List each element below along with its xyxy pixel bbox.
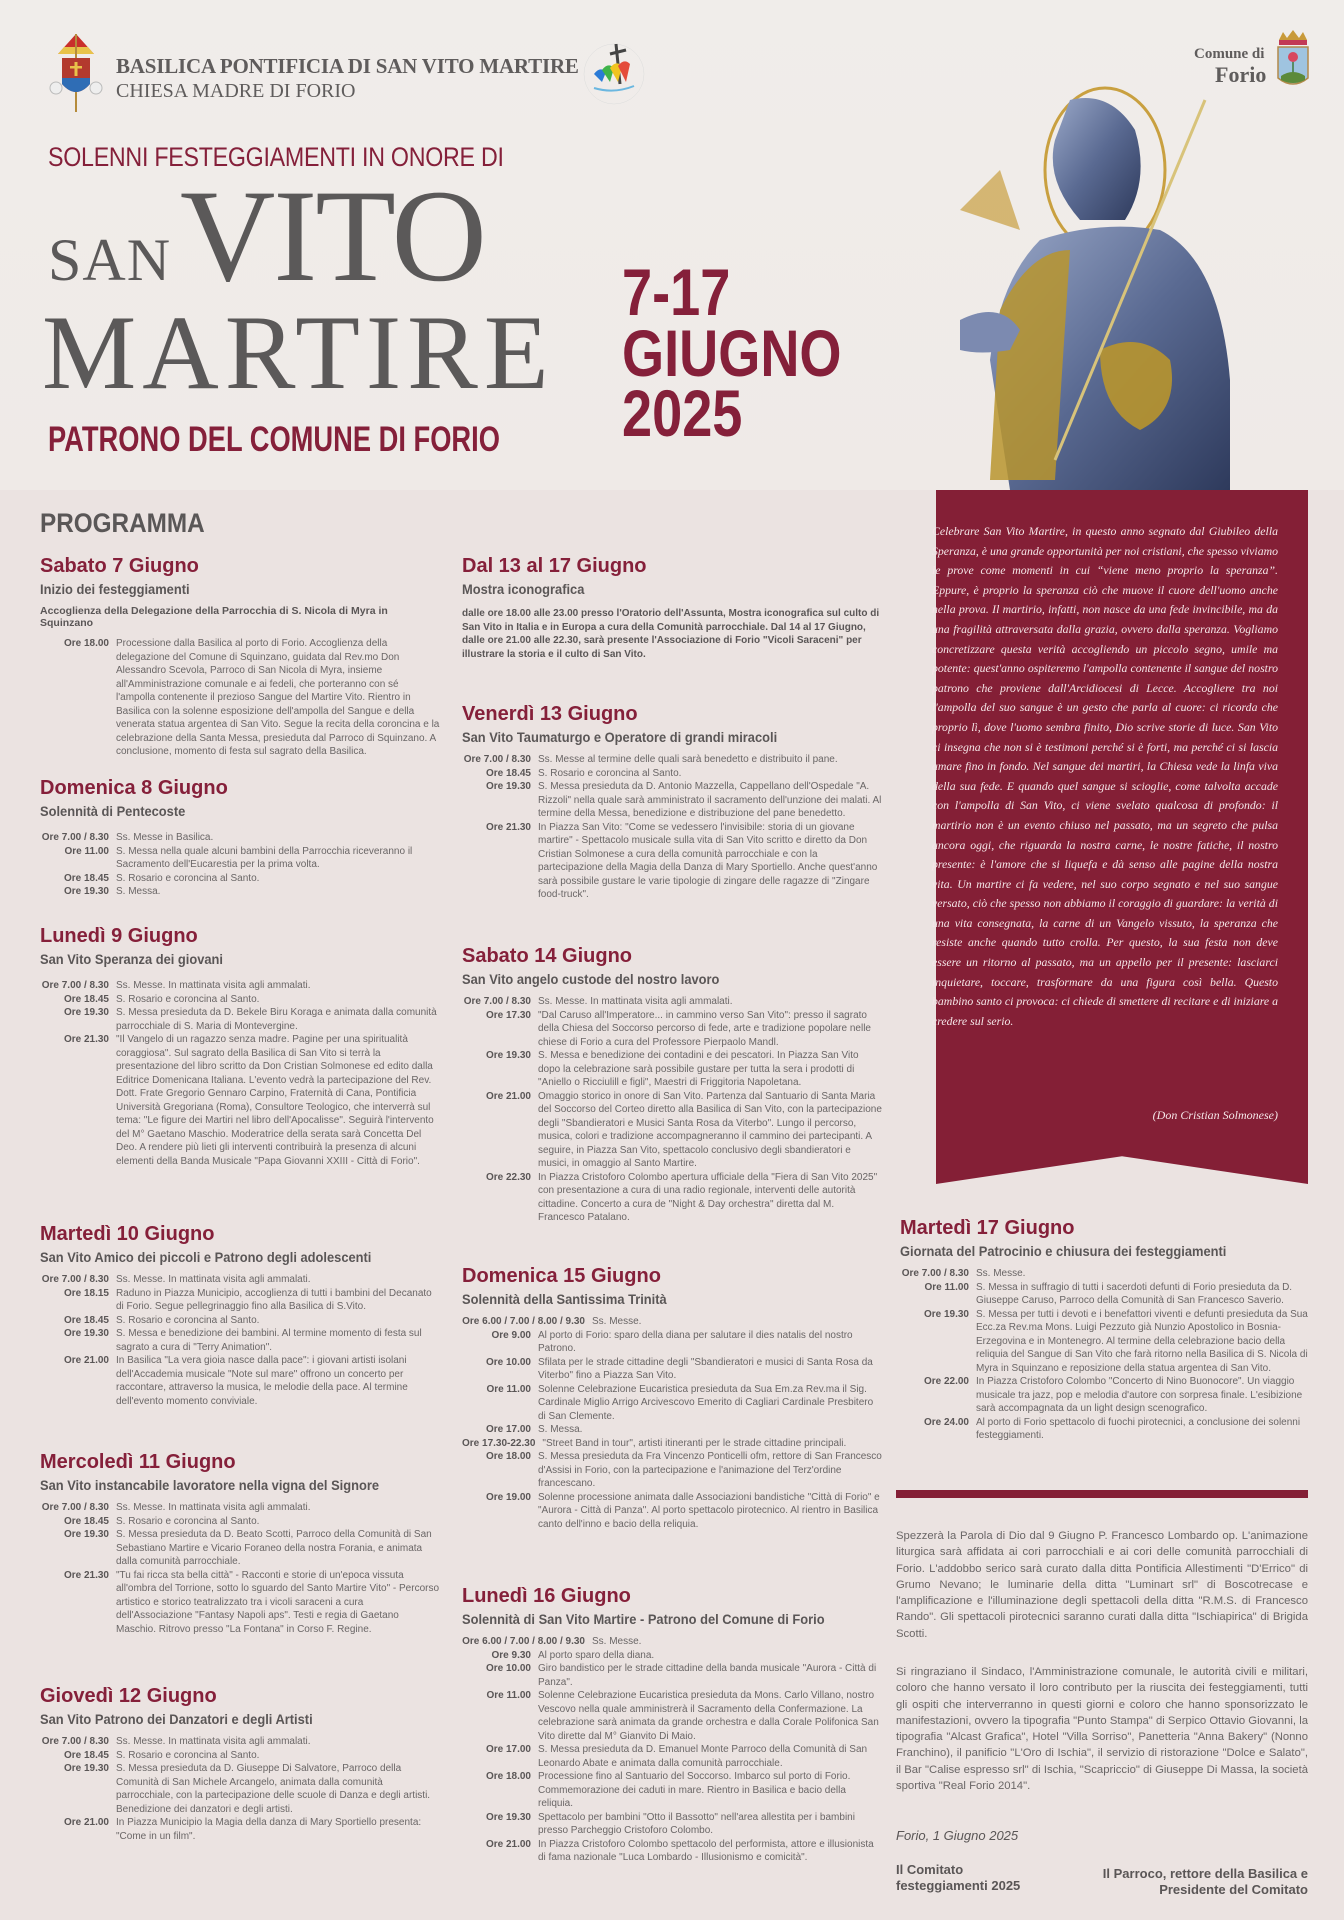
hero-patrono: PATRONO DEL COMUNE DI FORIO (48, 420, 500, 459)
event-row: Ore 7.00 / 8.30 Ss. Messe. In mattinata visita agli ammalati. (41, 980, 311, 991)
day-section (40, 924, 440, 1222)
day-subtitle: Solennità della Santissima Trinità (462, 1291, 667, 1307)
signature-line: Il Parroco, rettore della Basilica e (1102, 1866, 1308, 1881)
day-section (40, 1684, 440, 1843)
day-subtitle: San Vito angelo custode del nostro lavoro (462, 971, 720, 987)
signature-line: Presidente del Comitato (1159, 1882, 1308, 1897)
day-section (40, 554, 440, 776)
day-subtitle: Inizio dei festeggiamenti (40, 581, 190, 597)
day-title: Lunedì 9 Giugno (40, 925, 198, 947)
day-title: Domenica 8 Giugno (40, 777, 228, 799)
day-subtitle: San Vito instancabile lavoratore nella vigna del Signore (40, 1477, 380, 1493)
day-subtitle: San Vito Taumaturgo e Operatore di grandi miracoli (462, 729, 778, 745)
event-row: Ore 7.00 / 8.30 Ss. Messe al termine delle quali sarà benedetto e distribuito il pane. (463, 754, 838, 765)
day-section (900, 1216, 1310, 1443)
event-row: Ore 18.45 S. Rosario e coroncina al Santo. (63, 1749, 260, 1761)
day-section (40, 1222, 440, 1450)
day-section (462, 1264, 882, 1584)
event-row: Ore 21.30 In Piazza San Vito: "Come se vedessero l'invisibile: storia di un giovane martire" - Spettacolo musicale sulla vita di San Vito scritto e diretto da Don Cristian Solmonese a cura della comunità parrocchiale e con la partecipazione della Magia della Danza di Mary Sportiello. Anche quest'anno sarà possibile gustare le varie tipologie di zingare delle ragazze di "Zingare food-truck". (485, 821, 878, 900)
event-row: Ore 18.45 S. Rosario e coroncina al Santo. (63, 1314, 260, 1326)
event-row: Ore 22.00 In Piazza Cristoforo Colombo "Concerto di Nino Buonocore". Un viaggio musicale tra jazz, pop e melodia d'autore con sorpresa finale. L'esibizione sarà accompagnata da un light design scenografico. (923, 1376, 1303, 1414)
event-row: Ore 7.00 / 8.30 Ss. Messe. In mattinata visita agli ammalati. (41, 1736, 311, 1747)
event-row: Ore 18.45 S. Rosario e coroncina al Santo. (63, 872, 260, 884)
event-row: Ore 7.00 / 8.30 Ss. Messe. In mattinata visita agli ammalati. (463, 996, 733, 1007)
event-row: Ore 21.00 In Piazza Municipio la Magia della danza di Mary Sportiello presenta: "Come in un film". (63, 1817, 422, 1842)
message-text: Celebrare San Vito Martire, in questo anno segnato dal Giubileo della Speranza, è una grande opportunità per noi cristiani, che spesso viviamo le prove come momenti in cui “viene meno proprio la speranza”. Eppure, è proprio la speranza ciò che muove il cuore dell'uomo anche nella prova. Il martirio, infatti, non nasce da una fede invincibile, ma da una fragilità attraversata dalla grazia, ovvero dalla speranza. Vogliamo concretizzare questa verità accogliendo un piccolo segno, umile ma potente: quest'anno ospiteremo l'ampolla contenente il sangue del nostro patrono che proviene dall'Arcidiocesi di Lecce. Accogliere tra noi l'ampolla del suo sangue è un gesto che parla al cuore: ci ricorda che proprio lì, dove l'uomo sembra finito, Dio scrive storie di luce. San Vito ci insegna che non si è testimoni perché si è forti, ma perché ci si lascia amare fino in fondo. Nel sangue dei martiri, la Chiesa vede la linfa viva della sua fede. E quando quel sangue si scioglie, come talvolta accade con l'ampolla di San Vito, ci viene svelato qualcosa di profondo: il martirio non è un evento chiuso nel passato, ma un segreto che pulsa ancora oggi, che riguarda la nostra carne, le nostre fatiche, il nostro presente: è l'amore che si liquefa e dà senso alle pagine della nostra vita. Un martire ci fa vedere, nel suo corpo segnato e nel suo sangue versato, ciò che spesso non abbiamo il coraggio di guardare: la verità di una vita consegnata, la carne di un Vangelo vissuto, la speranza che resiste anche quando tutto crolla. Per questo, la sua festa non deve essere un ritorno al passato, ma un appello per il presente: lasciarci inquietare, toccare, trasformare da una figura così bella. Questo bambino santo ci provoca: ci chiede di smettere di recitare e di iniziare a credere sul serio. (932, 524, 1279, 1028)
event-row: Ore 21.00 In Piazza Cristoforo Colombo spettacolo del performista, attore e illusionista di fama nazionale "Luca Lombardo - Illusionismo e comicità". (485, 1838, 874, 1863)
event-row: Ore 19.30 S. Messa presieduta da D. Bekele Biru Koraga e animata dalla comunità parrocchiale di S. Maria di Montevergine. (63, 1007, 437, 1032)
event-row: Ore 18.15 Raduno in Piazza Municipio, accoglienza di tutti i bambini del Decanato di Forio. Segue pellegrinaggio fino alla Basilica di S.Vito. (63, 1287, 432, 1312)
event-row: Ore 19.30 S. Messa e benedizione dei bambini. Al termine momento di festa sul sagrato a cura di "Terry Animation". (63, 1328, 422, 1353)
date-month: GIUGNO (622, 315, 842, 390)
event-row: Ore 18.45 S. Rosario e coroncina al Santo. (63, 993, 260, 1005)
event-row: Ore 18.45 S. Rosario e coroncina al Santo. (485, 767, 682, 779)
day-section (40, 1450, 440, 1684)
event-row: Ore 19.00 Solenne processione animata dalle Associazioni bandistiche "Città di Forio" e "Aurora - Città di Panza". Al porto spettacolo pirotecnico. Al rientro in Basilica canto dell'inno e bacio della reliquia. (485, 1491, 880, 1530)
day-title: Martedì 17 Giugno (900, 1217, 1075, 1239)
day-subtitle: San Vito Amico dei piccoli e Patrono degli adolescenti (40, 1249, 372, 1265)
event-row: Ore 11.00 S. Messa nella quale alcuni bambini della Parrocchia riceveranno il Sacramento dell'Eucarestia per la prima volta. (64, 845, 413, 870)
event-row: Ore 22.30 In Piazza Cristoforo Colombo apertura ufficiale della "Fiera di San Vito 2025" con presentazione a cura di una radio regionale, interventi delle autorità cittadine. Concerto a cura de "Night & Day orchestra" diretta dal M. Francesco Patalano. (485, 1171, 878, 1223)
event-row: Ore 7.00 / 8.30 Ss. Messe. In mattinata visita agli ammalati. (41, 1502, 311, 1513)
day-title: Dal 13 al 17 Giugno (462, 555, 647, 577)
event-row: Ore 24.00 Al porto di Forio spettacolo di fuochi pirotecnici, a conclusione dei solenni festeggiamenti. (923, 1416, 1301, 1441)
event-row: Ore 10.00 Giro bandistico per le strade cittadine della banda musicale "Aurora - Città di Panza". (485, 1663, 877, 1688)
day-section (40, 776, 440, 924)
event-row: Ore 11.00 Solenne Celebrazione Eucaristica presieduta da Mons. Carlo Villano, nostro Vescovo nella quale amministrerà il Sacramento della Confermazione. La celebrazione sarà animata da grande orchestra e dalla Corale Polifonica San Vito dirette dal M° Gianvito Di Maio. (486, 1690, 879, 1742)
day-subtitle: Mostra iconografica (462, 581, 585, 597)
day-title: Sabato 14 Giugno (462, 945, 633, 967)
event-row: Ore 21.00 In Basilica "La vera gioia nasce dalla pace": i giovani artisti isolani dell'Accademia musicale "Note sul mare" offrono un concerto per raccontare, attraverso la musica, le melodie della pace. Al termine dell'evento momento conviviale. (63, 1355, 408, 1407)
day-title: Sabato 7 Giugno (40, 555, 199, 577)
event-row: Ore 21.00 Omaggio storico in onore di San Vito. Partenza dal Santuario di Santa Maria del Soccorso del Corteo diretto alla Basilica di San Vito, con la partecipazione degli "Sbandieratori e Musici Santa Rosa da Viterbo". Lungo il percorso, musica, colori e tradizione accompagneranno il cammino dei partecipanti. A seguire, in Piazza San Vito, spettacolo conclusivo degli sbandieratori e musici, in omaggio al Santo Martire. (485, 1090, 882, 1169)
event-row: Ore 7.00 / 8.30 Ss. Messe in Basilica. (41, 832, 214, 843)
day-subtitle: Solennità di Pentecoste (40, 803, 186, 819)
day-subtitle: San Vito Speranza dei giovani (40, 951, 223, 967)
day-title: Domenica 15 Giugno (462, 1265, 661, 1287)
event-row: Ore 10.00 Sfilata per le strade cittadine degli "Sbandieratori e musici di Santa Rosa da Viterbo" fino a Piazza San Vito. (485, 1356, 873, 1381)
event-row: Ore 6.00 / 7.00 / 8.00 / 9.30 Ss. Messe. (462, 1636, 642, 1647)
message-signature: (Don Cristian Solmonese) (1152, 1108, 1278, 1122)
basilica-title: BASILICA PONTIFICIA DI SAN VITO MARTIRE (116, 54, 579, 78)
event-row: Ore 18.00 Processione fino al Santuario del Soccorso. Imbarco sul porto di Forio. Commemorazione dei caduti in mare. Rientro in Basilica e bacio della reliquia. (485, 1771, 851, 1809)
hero-vito: VITO (180, 162, 485, 309)
event-row: Ore 11.00 S. Messa in suffragio di tutti i sacerdoti defunti di Forio presieduta da D. Giuseppe Caruso, Parroco della Comunità di San Francesco Saverio. (924, 1281, 1293, 1306)
program-column-right (900, 1216, 1310, 1443)
day-title: Venerdì 13 Giugno (462, 703, 638, 725)
event-row: Ore 6.00 / 7.00 / 8.00 / 9.30 Ss. Messe. (462, 1316, 642, 1327)
event-row: Ore 17.00 S. Messa presieduta da D. Emanuel Monte Parroco della Comunità di San Leonardo Abate e animata dalla comunità parrocchiale. (485, 1744, 868, 1769)
basilica-crest-icon (48, 32, 104, 114)
date-line: Forio, 1 Giugno 2025 (896, 1828, 1019, 1843)
hero-martire: MARTIRE (42, 294, 555, 411)
event-row: Ore 19.30 S. Messa. (63, 886, 161, 897)
day-section (462, 702, 882, 944)
event-row: Ore 18.00 Processione dalla Basilica al porto di Forio. Accoglienza della delegazione del Comune di Squinzano, guidata dal Rev.mo Don Alessandro Scevola, Parroco di San Nicola di Myra, insieme all'Amministrazione comunale e ai fedeli, che porteranno con sé l'ampolla contenente il prezioso Sangue del Martire Vito. Rientro in Basilica con la solenne esposizione dell'ampolla del Sangue e della venerata statua argentea di San Vito. Segue la recita della coroncina e la celebrazione della Santa Messa, presieduta dal Parroco di Squinzano. A conclusione, momento di festa sul sagrato della Basilica. (63, 638, 440, 757)
day-section (462, 554, 882, 702)
program-column-left (40, 554, 440, 1843)
day-plain-text: dalle ore 18.00 alle 23.00 presso l'Oratorio dell'Assunta, Mostra iconografica sul culto di San Vito in Italia e in Europa a cura della Comunità parrocchiale. Dal 14 al 17 Giugno, dalle ore 21.00 alle 22.30, sarà presente l'Associazione di Forio "Vicoli Saraceni" per illustrare la storia e il culto di San Vito. (462, 608, 880, 660)
event-row: Ore 21.30 "Tu fai ricca sta bella città" - Racconti e storie di un'epoca vissuta all'ombra del Torrione, sotto lo sguardo del Santo Martire Vito" - Percorso artistico e storico teatralizzato tra i vicoli saraceni a cura dell'Associazione "Fantasy Napoli aps". Testi e regia di Gaetano Maschio. Ritrovo presso "La Fontana" in Corso F. Regine. (63, 1569, 440, 1635)
day-subtitle: Giornata del Patrocinio e chiusura dei festeggiamenti (900, 1243, 1227, 1259)
section-divider (896, 1490, 1308, 1498)
parish-signature (1103, 1866, 1308, 1898)
hero-kicker: SOLENNI FESTEGGIAMENTI IN ONORE DI (48, 142, 504, 172)
comune-name: Forio (1215, 62, 1267, 87)
signature-line: festeggiamenti 2025 (896, 1878, 1021, 1893)
committee-signature (896, 1862, 1020, 1894)
program-title: PROGRAMMA (40, 508, 205, 538)
saint-statue-image (960, 80, 1344, 490)
comune-label: Comune di (1194, 46, 1265, 62)
event-row: Ore 19.30 S. Messa presieduta da D. Antonio Mazzella, Cappellano dell'Ospedale "A. Rizzoli" nella quale sarà amministrato il sacramento dell'unzione dei malati. Al termine della Messa, benedizione e distribuzione del pane benedetto. (485, 781, 882, 819)
event-row: Ore 9.00 Al porto di Forio: sparo della diana per salutare il dies natalis del nostro Patrono. (491, 1329, 853, 1354)
event-row: Ore 11.00 Solenne Celebrazione Eucaristica presieduta da Sua Em.za Rev.ma il Sig. Cardinale Miglio Arrigo Arcivescovo Emerito di Cagliari Cardinale Presbitero di San Clemente. (486, 1383, 874, 1422)
event-row: Ore 18.00 S. Messa presieduta da Fra Vincenzo Ponticelli ofm, rettore di San Francesco d'Assisi in Forio, con la partecipazione e l'animazione del Terz'ordine francescano. (485, 1451, 882, 1489)
event-row: Ore 19.30 S. Messa per tutti i devoti e i benefattori viventi e defunti presieduta da Sua Ecc.za Rev.ma Mons. Luigi Pezzuto già Nunzio Apostolico in Bosnia-Erzegovina e in Montenegro. Al termine della celebrazione bacio della reliquia del Sangue di San Vito che farà ritorno nella Basilica di S. Nicola di Myra in Squinzano e reposizione della statua argentea di San Vito. (923, 1308, 1308, 1374)
event-row: Ore 17.30-22.30 "Street Band in tour", artisti itineranti per le strade cittadine principali. (462, 1437, 847, 1449)
event-row: Ore 18.45 S. Rosario e coroncina al Santo. (63, 1515, 260, 1527)
event-row: Ore 7.00 / 8.30 Ss. Messe. In mattinata visita agli ammalati. (41, 1274, 311, 1285)
credits-text: Spezzerà la Parola di Dio dal 9 Giugno P. Francesco Lombardo op. L'animazione liturgica sarà affidata ai cori parrocchiali e ai cori delle comunità parrocchiali di Forio. L'addobbo serico sarà curato dalla ditta Pontificia Allestimenti "D'Errico" di Grumo Nevano; le luminarie della ditta "Luminart srl" di Boscotrecase e l'amplificazione e l'illuminazione degli spettacoli della ditta "R.M.S. di Francesco Rando". Gli spettacoli pirotecnici saranno curati dalla ditta "Ischiapirica" di Brigida Scotti. (896, 1530, 1308, 1640)
hero-date (622, 255, 842, 451)
event-row: Ore 19.30 S. Messa e benedizione dei contadini e dei pescatori. In Piazza San Vito dopo la celebrazione sarà possibile gustare per tutta la sera i prodotti di "Aniello o Ricciulill e figli", Maestri di Friggitoria Napoletana. (485, 1050, 859, 1088)
event-row: Ore 7.00 / 8.30 Ss. Messe. (901, 1268, 1026, 1279)
jubilee-logo-icon (580, 36, 648, 112)
day-title: Mercoledì 11 Giugno (40, 1451, 236, 1473)
day-note: Accoglienza della Delegazione della Parrocchia di S. Nicola di Myra in Squinzano (40, 605, 388, 629)
day-subtitle: Solennità di San Vito Martire - Patrono del Comune di Forio (462, 1611, 825, 1627)
event-row: Ore 17.30 "Dal Caruso all'Imperatore... in cammino verso San Vito": presso il sagrato della Chiesa del Soccorso percorso di fede, arte e tradizione popolare nelle chiese di Forio a cura del Professore Pierpaolo Mandl. (485, 1009, 871, 1048)
day-section (462, 944, 882, 1264)
day-title: Lunedì 16 Giugno (462, 1585, 631, 1607)
signature-line: Il Comitato (896, 1862, 964, 1877)
day-subtitle: San Vito Patrono dei Danzatori e degli Artisti (40, 1711, 313, 1727)
thanks-text: Si ringraziano il Sindaco, l'Amministrazione comunale, le autorità civili e militari, coloro che hanno versato il loro contributo per la riuscita dei festeggiamenti, tutti gli ospiti che interverranno in questi giorni e coloro che hanno sponsorizzato le manifestazioni, ovvero la tipografia "Punto Stampa" di Serpico Ottavio Giovanni, la tipografia "Alcast Grafica", Hotel "Villa Sorriso", Panetteria "Anna Bakery" (Nonno Franchino), il panificio "L'Oro di Ischia", il servizio di ristorazione "Dolce e Salato", il Bar "Calise espresso srl" di Ischia, "Scapriccio" di Giuseppe Di Massa, la società sportiva "Real Forio 2014". (896, 1666, 1308, 1793)
basilica-subtitle: CHIESA MADRE DI FORIO (116, 80, 356, 102)
event-row: Ore 17.00 S. Messa. (485, 1424, 583, 1435)
day-title: Martedì 10 Giugno (40, 1223, 215, 1245)
event-row: Ore 19.30 Spettacolo per bambini "Otto il Bassotto" nell'area allestita per i bambini presso Parcheggio Cristoforo Colombo. (485, 1811, 855, 1836)
hero-san: SAN (48, 227, 172, 293)
event-row: Ore 21.30 "Il Vangelo di un ragazzo senza madre. Pagine per una spiritualità coraggiosa". Sul sagrato della Basilica di San Vito si terrà la presentazione del libro scritto da Don Cristian Solmonese ed edito dalla Editrice Domenicana Italiana. L'evento vedrà la partecipazione del Rev. Dott. Frate Gregorio Gennaro Carpino, Fraternità di Cana, Pontificia Università Gregoriana (Roma), Consultore Teologico, che interverrà sul tema: "Le figure dei Martiri nel libro dell'Apocalisse". Seguirà l'intervento del M° Gaetano Maschio. Moderatrice della serata sarà Concetta Del Deo. A rendere più lieti gli interventi contribuirà la presenza di alcuni elementi della Banda Musicale "Papa Giovanni XXIII - Città di Forio". (63, 1034, 434, 1167)
program-column-middle (462, 554, 882, 1865)
event-row: Ore 19.30 S. Messa presieduta da D. Giuseppe Di Salvatore, Parroco della Comunità di San Michele Arcangelo, animata dalla comunità parrocchiale, con la partecipazione delle scuole di Danza e degli artisti. Benedizione dei danzatori e degli artisti. (63, 1763, 431, 1815)
day-title: Giovedì 12 Giugno (40, 1685, 217, 1707)
date-range: 7-17 (622, 255, 731, 329)
day-section (462, 1584, 882, 1865)
date-year: 2025 (622, 376, 743, 451)
event-row: Ore 9.30 Al porto sparo della diana. (491, 1649, 655, 1661)
event-row: Ore 19.30 S. Messa presieduta da D. Beato Scotti, Parroco della Comunità di San Sebastiano Martire e Vicario Foraneo della nostra Forania, e animata dalla comunità parrocchiale. (63, 1529, 432, 1567)
